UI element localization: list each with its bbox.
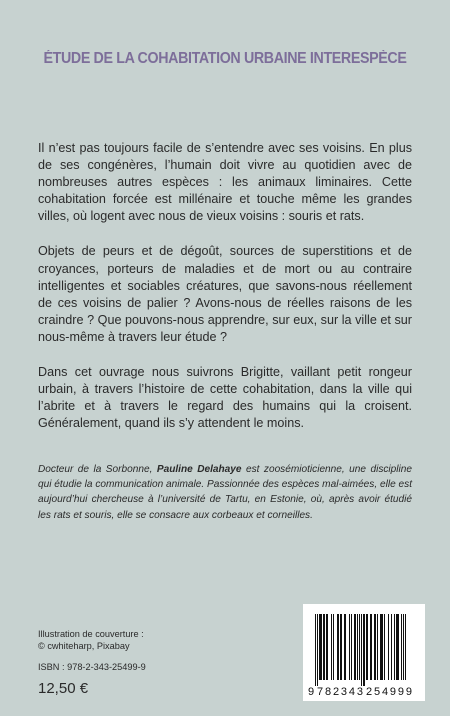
- barcode-bar: [344, 614, 346, 680]
- barcode-bar: [405, 614, 406, 680]
- barcode-bar: [366, 614, 368, 680]
- barcode-bar: [403, 614, 404, 680]
- credit-line-2: © cwhiteharp, Pixabay: [38, 641, 130, 652]
- barcode-bar: [351, 614, 352, 680]
- barcode-bar: [315, 614, 316, 686]
- barcode-bar: [401, 614, 402, 680]
- bio-intro: Docteur de la Sorbonne,: [38, 464, 157, 475]
- barcode-bar: [394, 614, 395, 680]
- barcode-bar: [337, 614, 339, 680]
- barcode-bar: [357, 614, 358, 680]
- barcode-bar: [319, 614, 322, 680]
- book-summary: [38, 140, 412, 450]
- summary-paragraph-3: Dans cet ouvrage nous suivrons Brigitte, vaillant petit rongeur urbain, à travers l’histoire de cette cohabitation, dans la ville qui l’abrite et à travers le regard des humains qui la croisent. Généralement, quand ils s’y attendent le moins.: [38, 365, 412, 431]
- cover-credit: [38, 628, 144, 653]
- barcode-bar: [396, 614, 399, 680]
- isbn-text: ISBN : 978-2-343-25499-9: [38, 662, 146, 672]
- barcode-bar: [326, 614, 328, 680]
- barcode-bar: [354, 614, 356, 680]
- barcode-bar: [384, 614, 385, 680]
- barcode-digits-left: 782343: [317, 686, 363, 698]
- barcode-bar: [388, 614, 389, 680]
- credit-line-1: Illustration de couverture :: [38, 629, 144, 639]
- barcode: [303, 604, 425, 701]
- barcode-bar: [333, 614, 334, 680]
- barcode-bar: [323, 614, 325, 680]
- author-name: Pauline Delahaye: [156, 464, 242, 475]
- barcode-bar: [340, 614, 342, 680]
- barcode-bar: [391, 614, 392, 680]
- price-text: 12,50 €: [38, 680, 89, 697]
- barcode-bar: [377, 614, 378, 680]
- barcode-digits-right: 254999: [366, 686, 412, 698]
- barcode-bar: [349, 614, 350, 680]
- barcode-bar: [370, 614, 372, 680]
- barcode-bar: [363, 614, 365, 686]
- bio-details: est zoosémioticienne, une discipline qui étudie la communication animale. Passionnée des espèces mal-aimées, elle est aujourd’hui chercheuse à l’université de Tartu, en Estonie, où, après avoir étudié les rats et souris, elle se consacre aux corbeaux et corneilles.: [38, 464, 412, 521]
- barcode-bar: [361, 614, 362, 686]
- author-bio: [38, 462, 412, 523]
- barcode-bar: [317, 614, 318, 686]
- barcode-digit-first: 9: [308, 686, 315, 698]
- barcode-graphic: [303, 604, 425, 701]
- barcode-bar: [331, 614, 332, 680]
- summary-paragraph-2: Objets de peurs et de dégoût, sources de superstitions et de croyances, porteurs de maladies et de mort ou au contraire intelligentes et sociables créatures, que savons-nous réellement de ces voisins de palier ? Avons-nous de réelles raisons de les craindre ? Que pouvons-nous apprendre, sur eux, sur la ville et sur nous-même à travers leur étude ?: [38, 244, 412, 344]
- book-title: ÉTUDE DE LA COHABITATION URBAINE INTERESPÈCE: [43, 50, 407, 67]
- author-bio-text: [38, 462, 412, 523]
- barcode-bar: [374, 614, 376, 680]
- summary-paragraph-1: Il n’est pas toujours facile de s’entendre avec ses voisins. En plus de ses congénères, l’humain doit vivre au quotidien avec de nombreuses autres espèces : les animaux liminaires. Cette cohabitation forcée est millénaire et touche même les grandes villes, où logent avec nous de vieux voisins : souris et rats.: [38, 141, 412, 224]
- barcode-bar: [359, 614, 360, 680]
- barcode-bars: [315, 614, 406, 686]
- barcode-bar: [380, 614, 383, 680]
